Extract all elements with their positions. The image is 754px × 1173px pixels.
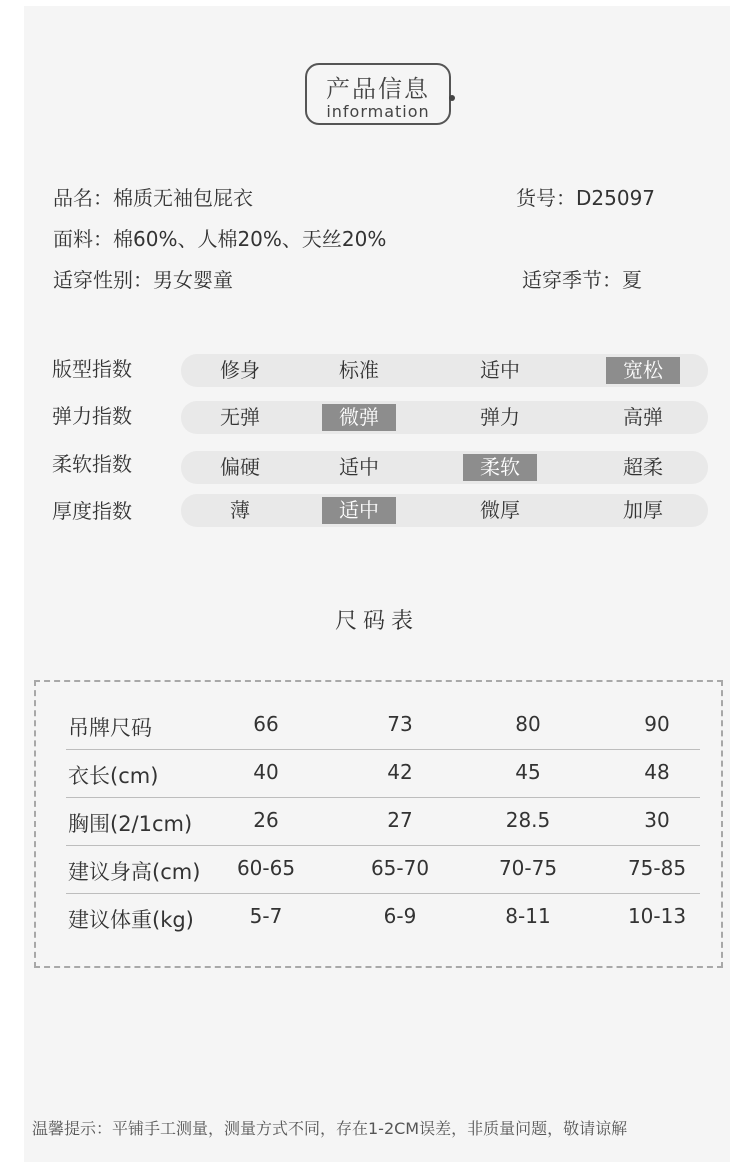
index-option: 偏硬 [220, 455, 260, 479]
row-header: 建议身高(cm) [68, 860, 201, 884]
product-sku: 货号：D25097 [516, 186, 656, 210]
table-cell: 73 [387, 712, 413, 736]
table-cell: 75-85 [627, 856, 687, 880]
content-panel [24, 6, 730, 1162]
index-option: 微厚 [480, 498, 520, 522]
table-row [66, 750, 700, 798]
table-row [66, 798, 700, 846]
product-season: 适穿季节：夏 [522, 268, 642, 292]
row-header: 衣长(cm) [68, 764, 159, 788]
index-option-selected: 宽松 [606, 357, 680, 384]
product-gender: 适穿性别：男女婴童 [53, 268, 233, 292]
index-option-selected: 适中 [322, 497, 396, 524]
table-cell: 60-65 [236, 856, 296, 880]
row-header: 胸围(2/1cm) [68, 812, 193, 836]
size-chart-title: 尺码表 [334, 609, 419, 634]
index-option: 修身 [220, 358, 260, 382]
table-cell: 6-9 [383, 904, 417, 928]
table-row [66, 846, 700, 894]
index-scale-bar [181, 494, 708, 527]
index-option: 薄 [230, 498, 250, 522]
table-cell: 48 [644, 760, 670, 784]
decorative-dot-icon [449, 95, 455, 101]
index-label: 弹力指数 [52, 404, 132, 428]
table-cell: 45 [515, 760, 541, 784]
index-option-selected: 柔软 [463, 454, 537, 481]
table-cell: 90 [644, 712, 670, 736]
index-scale-bar [181, 354, 708, 387]
measurement-tip: 温馨提示：平铺手工测量，测量方式不同，存在1-2CM误差，非质量问题，敬请谅解 [32, 1119, 628, 1138]
product-name: 品名：棉质无袖包屁衣 [53, 186, 253, 210]
index-label: 版型指数 [52, 357, 132, 381]
section-title: 产品信息 [326, 75, 430, 103]
index-option: 高弹 [623, 405, 663, 429]
index-label: 厚度指数 [52, 499, 132, 523]
index-option: 标准 [339, 358, 379, 382]
table-cell: 5-7 [249, 904, 283, 928]
product-fabric: 面料：棉60%、人棉20%、天丝20% [53, 227, 387, 251]
row-header: 建议体重(kg) [68, 908, 194, 932]
index-option: 适中 [480, 358, 520, 382]
index-option: 适中 [339, 455, 379, 479]
table-cell: 26 [253, 808, 279, 832]
index-option-selected: 微弹 [322, 404, 396, 431]
section-title-badge [305, 63, 451, 125]
table-cell: 40 [253, 760, 279, 784]
index-scale-bar [181, 401, 708, 434]
table-cell: 30 [644, 808, 670, 832]
index-option: 超柔 [623, 455, 663, 479]
table-cell: 27 [387, 808, 413, 832]
section-subtitle: information [326, 102, 430, 121]
index-option: 弹力 [480, 405, 520, 429]
index-label: 柔软指数 [52, 452, 132, 476]
row-header: 吊牌尺码 [68, 716, 152, 740]
table-row [66, 894, 700, 942]
index-scale-bar [181, 451, 708, 484]
table-cell: 70-75 [498, 856, 558, 880]
table-cell: 8-11 [505, 904, 551, 928]
table-cell: 66 [253, 712, 279, 736]
index-option: 加厚 [623, 498, 663, 522]
table-cell: 10-13 [627, 904, 687, 928]
table-cell: 80 [515, 712, 541, 736]
index-option: 无弹 [220, 405, 260, 429]
table-row [66, 702, 700, 750]
table-cell: 42 [387, 760, 413, 784]
table-cell: 65-70 [370, 856, 430, 880]
table-cell: 28.5 [505, 808, 551, 832]
